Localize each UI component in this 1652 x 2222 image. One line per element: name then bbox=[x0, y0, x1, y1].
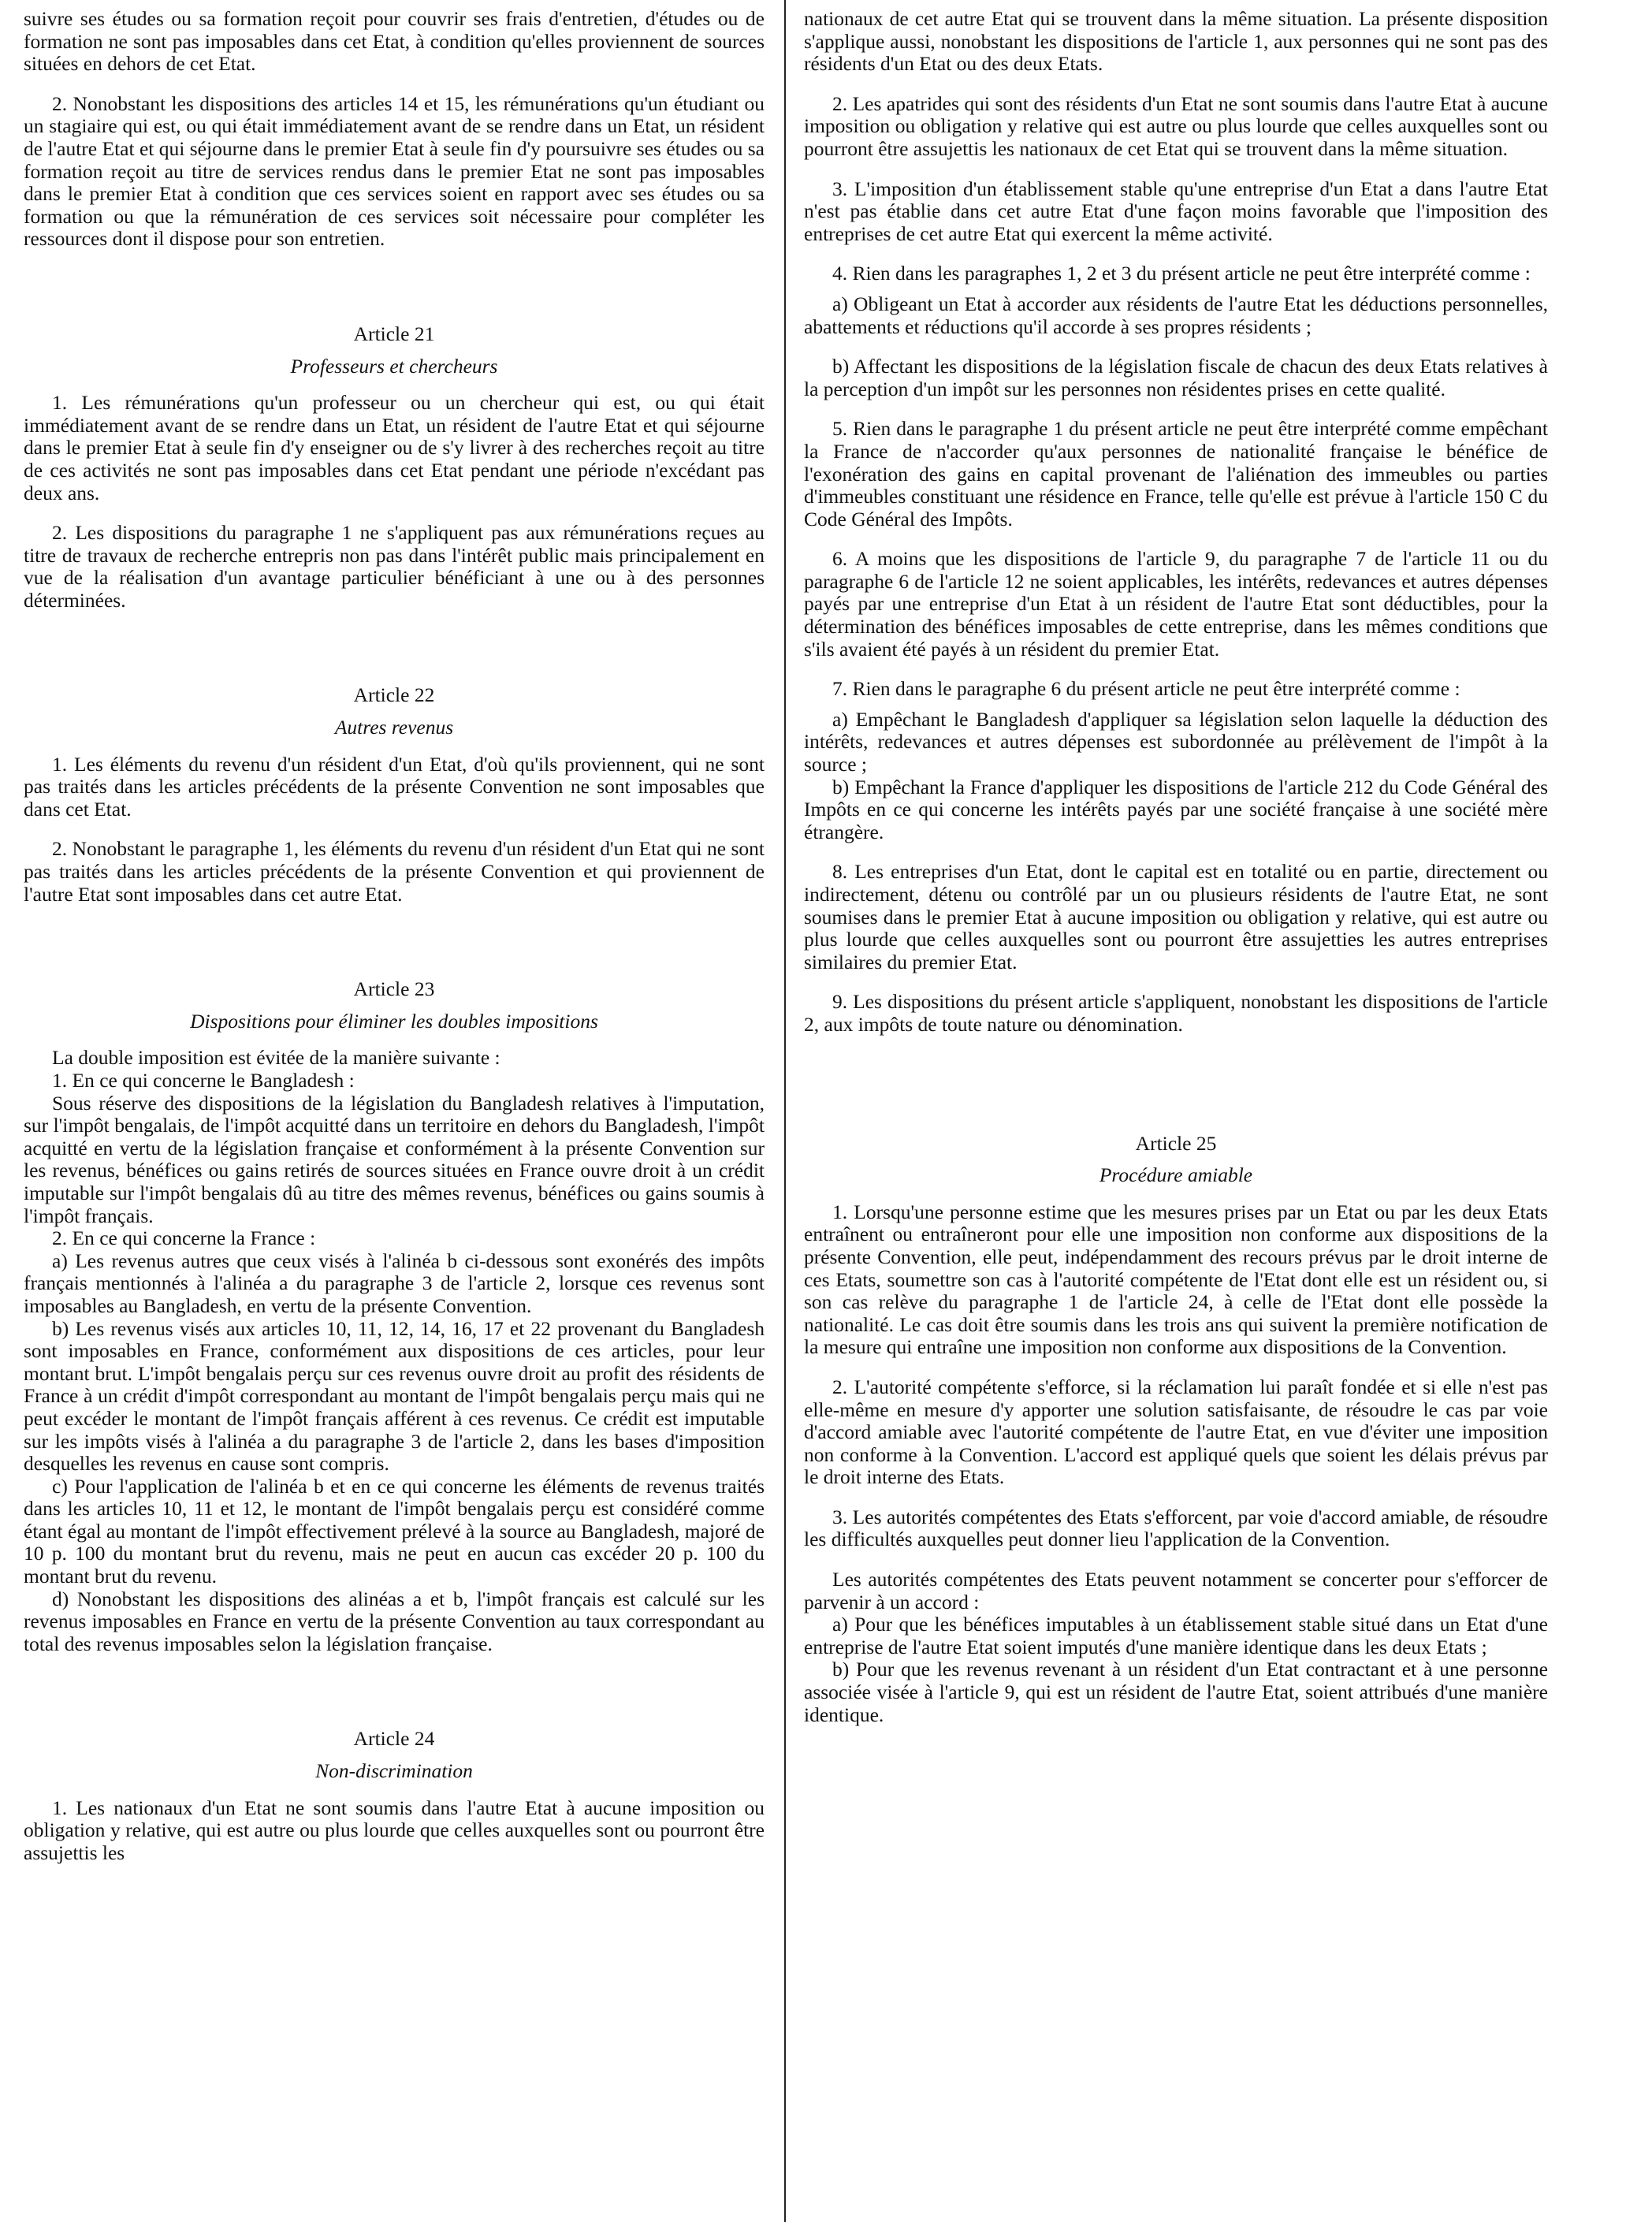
paragraph: c) Pour l'application de l'alinéa b et en ce qui concerne les éléments de revenus traités dans les articles 10, 11 et 12, le montant de l'impôt bengalais perçu est considéré comme étant égal au montant de l'impôt effectivement prélevé à la source au Bangladesh, majoré de 10 p. 100 du montant brut du revenu, mais ne peut en aucun cas excéder 20 p. 100 du montant brut du revenu. bbox=[24, 1474, 765, 1588]
paragraph: 2. Nonobstant les dispositions des articles 14 et 15, les rémunérations qu'un étudiant ou un stagiaire qui est, ou qui était immédiatement avant de se rendre dans un Etat, un résident de l'autre Etat et qui séjourne dans le premier Etat à seule fin d'y poursuivre ses études ou sa formation reçoit au titre de services rendus dans le premier Etat ne sont pas imposables dans le premier Etat à condition que ces services soient en rapport avec ses études ou sa formation ou que la rémunération de ces services soit nécessaire pour compléter les ressources dont il dispose pour son entretien. bbox=[24, 91, 765, 251]
left-column bbox=[24, 8, 765, 1881]
paragraph: 2. Les dispositions du paragraphe 1 ne s'appliquent pas aux rémunérations reçues au titre de travaux de recherche entrepris non pas dans l'intérêt public mais principalement en vue de la réalisation d'un avantage particulier bénéficiant à une ou à des personnes déterminées. bbox=[24, 521, 765, 612]
paragraph: nationaux de cet autre Etat qui se trouvent dans la même situation. La présente disposition s'applique aussi, nonobstant les dispositions de l'article 1, aux personnes qui ne sont pas des résidents d'un Etat ou des deux Etats. bbox=[804, 7, 1548, 76]
column-divider bbox=[784, 0, 786, 2222]
paragraph: a) Obligeant un Etat à accorder aux résidents de l'autre Etat les déductions personnelles, abattements et réductions qu'il accorde à ses propres résidents ; bbox=[804, 292, 1548, 338]
paragraph: 4. Rien dans les paragraphes 1, 2 et 3 du présent article ne peut être interprété comme : bbox=[832, 262, 1531, 285]
paragraph: 3. L'imposition d'un établissement stable qu'une entreprise d'un Etat a dans l'autre Etat n'est pas établie dans cet autre Etat d'une façon moins favorable que l'imposition des entreprises de cet autre Etat qui exercent la même activité. bbox=[804, 177, 1548, 245]
paragraph: 2. L'autorité compétente s'efforce, si la réclamation lui paraît fondée et si elle n'est pas elle-même en mesure d'y apporter une solution satisfaisante, de résoudre le cas par voie d'accord amiable avec l'autorité compétente de l'autre Etat, en vue d'éviter une imposition non conforme à la Convention. L'accord est appliqué quels que soient les délais prévus par le droit interne des Etats. bbox=[804, 1375, 1548, 1489]
paragraph: 6. A moins que les dispositions de l'article 9, du paragraphe 7 de l'article 11 ou du paragraphe 6 de l'article 12 ne soient applicables, les intérêts, redevances et autres dépenses payés par une entreprise d'un Etat à un résident de l'autre Etat sont déductibles, pour la détermination des bénéfices imposables de cette entreprise, dans les mêmes conditions que s'ils avaient été payés à un résident du premier Etat. bbox=[804, 547, 1548, 661]
paragraph: 9. Les dispositions du présent article s'appliquent, nonobstant les dispositions de l'article 2, aux impôts de toute nature ou dénomination. bbox=[804, 990, 1548, 1036]
paragraph: 8. Les entreprises d'un Etat, dont le capital est en totalité ou en partie, directement ou indirectement, détenu ou contrôlé par un ou plusieurs résidents de l'autre Etat, ne sont soumises dans le premier Etat à aucune imposition ou obligation y relative, qui est autre ou plus lourde que celles auxquelles sont ou pourront être assujetties les autres entreprises similaires du premier Etat. bbox=[804, 860, 1548, 973]
paragraph: Sous réserve des dispositions de la législation du Bangladesh relatives à l'imputation, sur l'impôt bengalais, de l'impôt acquitté dans un territoire en dehors du Bangladesh, l'impôt acquitté en vertu de la législation française et conformément à la présente Convention sur les revenus, bénéfices ou gains retirés de sources situées en France ouvre droit à un crédit imputable sur l'impôt bengalais dû au titre des mêmes revenus, bénéfices ou gains soumis à l'impôt français. bbox=[24, 1091, 765, 1227]
article-heading: Article 22 bbox=[353, 683, 435, 707]
paragraph: a) Pour que les bénéfices imputables à un établissement stable situé dans un Etat d'une entreprise de l'autre Etat soient imputés d'une manière identique dans les deux Etats ; bbox=[804, 1613, 1548, 1658]
paragraph: 2. Nonobstant le paragraphe 1, les éléments du revenu d'un résident d'un Etat qui ne sont pas traités dans les articles précédents de la présente Convention et qui proviennent de l'autre Etat sont imposables dans cet autre Etat. bbox=[24, 837, 765, 906]
paragraph: 1. Les nationaux d'un Etat ne sont soumis dans l'autre Etat à aucune imposition ou obligation y relative, qui est autre ou plus lourde que celles auxquelles sont ou pourront être assujettis les bbox=[24, 1796, 765, 1864]
paragraph: 2. En ce qui concerne la France : bbox=[52, 1226, 316, 1250]
article-subtitle: Professeurs et chercheurs bbox=[290, 354, 498, 378]
paragraph: 1. Les rémunérations qu'un professeur ou un chercheur qui est, ou qui était immédiatement avant de se rendre dans un Etat, un résident de l'autre Etat et qui séjourne dans le premier Etat à seule fin d'y enseigner ou de s'y livrer à des recherches reçoit au titre de ces activités ne sont pas imposables dans cet Etat pendant une période n'excédant pas deux ans. bbox=[24, 391, 765, 504]
right-column bbox=[804, 8, 1548, 1726]
paragraph: suivre ses études ou sa formation reçoit pour couvrir ses frais d'entretien, d'études ou de formation ne sont pas imposables dans cet Etat, à condition qu'elles proviennent de sources situées en dehors de cet Etat. bbox=[24, 7, 765, 76]
article-heading: Article 21 bbox=[353, 322, 435, 345]
article-subtitle: Non-discrimination bbox=[315, 1759, 473, 1783]
article-heading: Article 23 bbox=[353, 977, 435, 1001]
paragraph: 3. Les autorités compétentes des Etats s'efforcent, par voie d'accord amiable, de résoudre les difficultés auxquelles peut donner lieu l'application de la Convention. bbox=[804, 1505, 1548, 1551]
article-heading: Article 25 bbox=[1135, 1131, 1217, 1155]
paragraph: 1. Lorsqu'une personne estime que les mesures prises par un Etat ou par les deux Etats entraînent ou entraîneront pour elle une imposition non conforme aux dispositions de la présente Convention, elle peut, indépendamment des recours prévus par le droit interne de ces Etats, soumettre son cas à l'autorité compétente de l'Etat dont elle est un résident ou, si son cas relève du paragraphe 1 de l'article 24, à celle de l'Etat dont elle possède la nationalité. Le cas doit être soumis dans les trois ans qui suivent la première notification de la mesure qui entraîne une imposition non conforme aux dispositions de la Convention. bbox=[804, 1200, 1548, 1359]
paragraph: b) Empêchant la France d'appliquer les dispositions de l'article 212 du Code Général des Impôts en ce qui concerne les intérêts payés par une société française à une société mère étrangère. bbox=[804, 775, 1548, 843]
article-heading: Article 24 bbox=[353, 1727, 435, 1751]
article-subtitle: Dispositions pour éliminer les doubles impositions bbox=[190, 1009, 598, 1033]
paragraph: 5. Rien dans le paragraphe 1 du présent article ne peut être interprété comme empêchant la France de n'accorder qu'aux personnes de nationalité française le bénéfice de l'exonération des gains en capital provenant de l'aliénation des immeubles ou parties d'immeubles constituant une résidence en France, telle qu'elle est prévue à l'article 150 C du Code Général des Impôts. bbox=[804, 417, 1548, 530]
paragraph: b) Affectant les dispositions de la législation fiscale de chacun des deux Etats relatives à la perception d'un impôt sur les personnes non résidentes prises en cette qualité. bbox=[804, 355, 1548, 400]
article-subtitle: Procédure amiable bbox=[1099, 1163, 1253, 1187]
paragraph: d) Nonobstant les dispositions des alinéas a et b, l'impôt français est calculé sur les revenus imposables en France en vertu de la présente Convention au taux correspondant au total des revenus imposables selon la législation française. bbox=[24, 1587, 765, 1655]
paragraph: 2. Les apatrides qui sont des résidents d'un Etat ne sont soumis dans l'autre Etat à aucune imposition ou obligation y relative qui est autre ou plus lourde que celles auxquelles sont ou pourront être assujettis les nationaux de cet Etat qui se trouvent dans la même situation. bbox=[804, 91, 1548, 160]
paragraph: 1. Les éléments du revenu d'un résident d'un Etat, d'où qu'ils proviennent, qui ne sont pas traités dans les articles précédents de la présente Convention ne sont imposables que dans cet Etat. bbox=[24, 752, 765, 821]
paragraph: 7. Rien dans le paragraphe 6 du présent article ne peut être interprété comme : bbox=[832, 677, 1460, 701]
article-subtitle: Autres revenus bbox=[334, 716, 454, 739]
paragraph: La double imposition est évitée de la manière suivante : bbox=[52, 1046, 500, 1070]
paragraph: a) Les revenus autres que ceux visés à l'alinéa b ci-dessous sont exonérés des impôts français mentionnés à l'alinéa a du paragraphe 3 de l'article 2, lorsque ces revenus sont imposables au Bangladesh, en vertu de la présente Convention. bbox=[24, 1249, 765, 1317]
paragraph: Les autorités compétentes des Etats peuvent notamment se concerter pour s'efforcer de parvenir à un accord : bbox=[804, 1568, 1548, 1613]
paragraph: a) Empêchant le Bangladesh d'appliquer sa législation selon laquelle la déduction des intérêts, redevances et autres dépenses est subordonnée au prélèvement de l'impôt à la source ; bbox=[804, 707, 1548, 776]
paragraph: b) Les revenus visés aux articles 10, 11, 12, 14, 16, 17 et 22 provenant du Bangladesh sont imposables en France, conformément aux dispositions de ces articles, pour leur montant brut. L'impôt bengalais perçu sur ces revenus ouvre droit au profit des résidents de France à un crédit d'impôt correspondant au montant de l'impôt bengalais perçu mais qui ne peut excéder le montant de l'impôt français afférent à ces revenus. Ce crédit est imputable sur les impôts visés à l'alinéa a du paragraphe 3 de l'article 2, dans les bases d'imposition desquelles les revenus en cause sont compris. bbox=[24, 1316, 765, 1476]
paragraph: 1. En ce qui concerne le Bangladesh : bbox=[52, 1069, 355, 1092]
paragraph: b) Pour que les revenus revenant à un résident d'un Etat contractant et à une personne associée visée à l'article 9, qui est un résident de l'autre Etat, soient attribués d'une manière identique. bbox=[804, 1658, 1548, 1726]
